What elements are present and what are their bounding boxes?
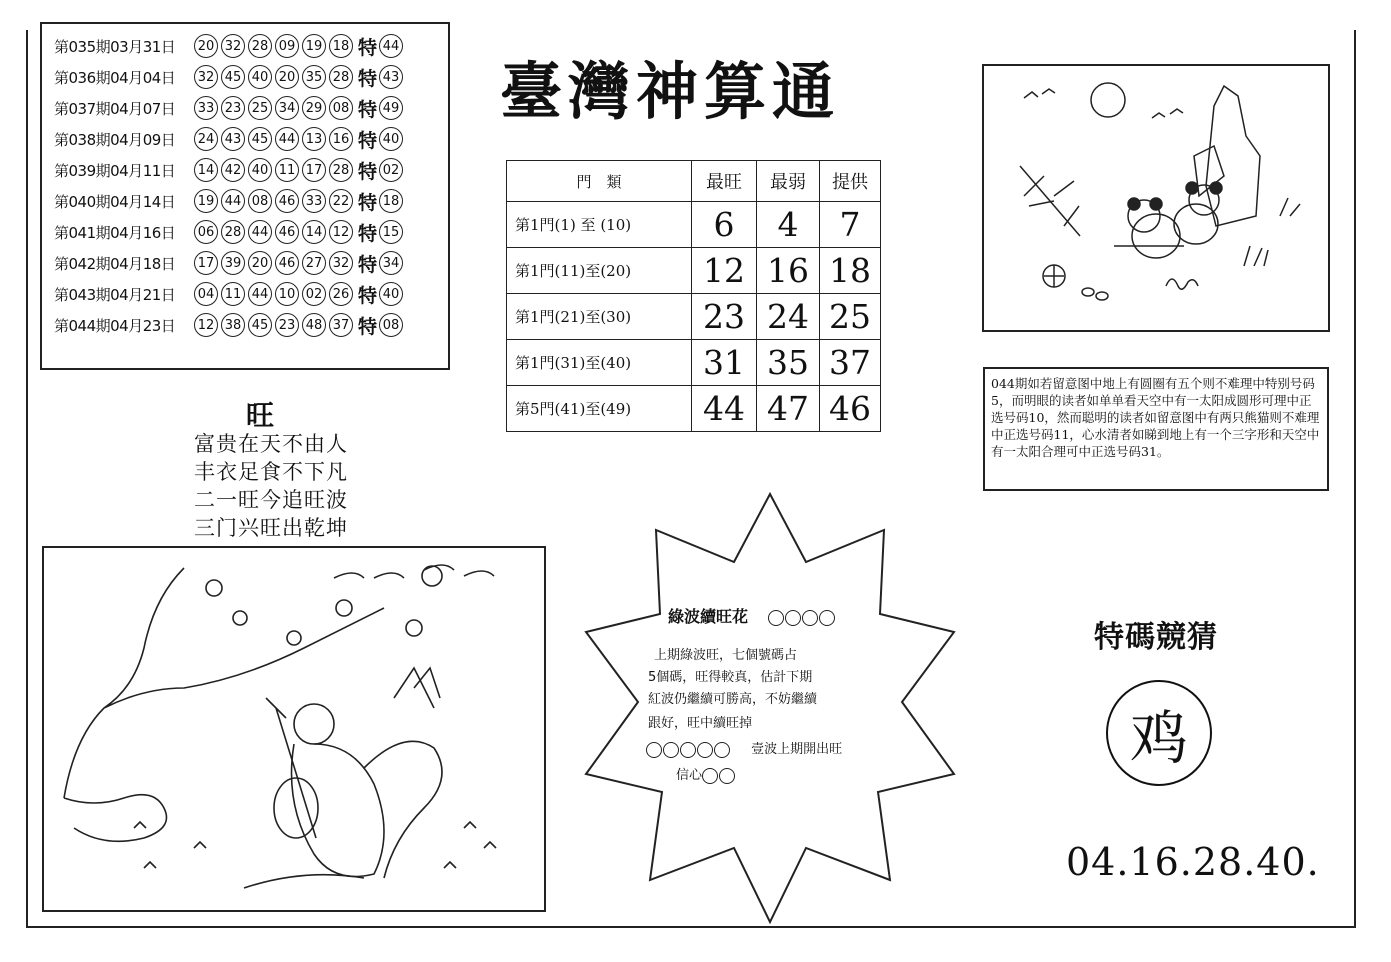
draw-row [54,125,406,153]
zodiac-circle [1106,680,1212,786]
draw-ball: 28 [329,158,353,182]
panda-drawing [984,66,1328,330]
special-ball: 15 [379,220,403,244]
draw-ball: 44 [248,282,272,306]
draw-ball: 02 [302,282,326,306]
table-cell-number: 18 [820,248,881,294]
draw-label: 第042期04月18日 [54,254,176,273]
draw-ball: 22 [329,189,353,213]
draw-ball: 33 [194,96,218,120]
table-row [507,386,881,432]
draw-ball: 39 [221,251,245,275]
draw-ball: 46 [275,251,299,275]
draw-ball: 08 [248,189,272,213]
poem-line: 二一旺今追旺波 [194,488,348,512]
special-marker: 特 [358,284,378,307]
draw-ball: 11 [275,158,299,182]
poem-heading: 旺 [246,399,275,432]
star-confidence-text: 信心 [676,768,703,783]
row-label: 第1門(11)至(20) [507,248,692,294]
star-line: 5個碼，旺得較真，估計下期 [648,670,813,685]
row-label: 第1門(21)至(30) [507,294,692,340]
table-row [507,202,881,248]
table-cell-number: 25 [820,294,881,340]
draw-ball: 08 [329,96,353,120]
star-line: 上期綠波旺，七個號碼占 [654,648,798,663]
star-line: 跟好，旺中續旺掉 [648,716,753,731]
table-cell-number: 44 [692,386,757,432]
special-guess-title: 特碼競猜 [1094,620,1218,655]
draw-label: 第038期04月09日 [54,130,176,149]
zodiac-text: 鸡 [1129,704,1188,772]
draw-ball: 32 [329,251,353,275]
draw-label: 第039期04月11日 [54,161,176,180]
draw-ball: 29 [302,96,326,120]
draw-ball: 28 [248,34,272,58]
draw-ball: 19 [302,34,326,58]
star-line: 紅波仍繼續可勝高，不妨繼續 [648,692,818,707]
special-ball: 02 [379,158,403,182]
draw-ball: 16 [329,127,353,151]
draw-ball: 23 [275,313,299,337]
clue-text-box: 044期如若留意图中地上有圆圈有五个则不难理中特别号码5，而明眼的读者如单单看天空中有一太阳成圆形可理中正选号码10，然而聪明的读者如留意图中有两只熊猫则不难理中正选号码11，心水清者如睇到地上有一个三字形和天空中有一太阳合理可中正选号码31。 [983,367,1329,491]
poem-line: 丰衣足食不下凡 [194,460,348,484]
special-ball: 40 [379,282,403,306]
draw-row [54,311,406,339]
poem-line: 富贵在天不由人 [194,432,348,456]
table-row [507,294,881,340]
header-category: 門 類 [507,161,692,202]
star-heading-balls [768,607,836,626]
row-label: 第1門(31)至(40) [507,340,692,386]
draw-row [54,218,406,246]
table-cell-number: 37 [820,340,881,386]
draw-row [54,156,406,184]
draw-ball: 17 [194,251,218,275]
draw-row [54,249,406,277]
special-ball: 43 [379,65,403,89]
star-burst-shape [584,492,956,924]
draw-ball: 24 [194,127,218,151]
header-provided: 提供 [820,161,881,202]
draw-ball: 20 [194,34,218,58]
table-row [507,248,881,294]
table-cell-number: 24 [757,294,820,340]
draw-ball: 28 [221,220,245,244]
special-ball: 40 [379,127,403,151]
draw-ball: 09 [275,34,299,58]
draw-ball: 14 [194,158,218,182]
draw-ball: 44 [248,220,272,244]
draw-ball: 40 [248,65,272,89]
draw-label: 第040期04月14日 [54,192,176,211]
table-cell-number: 4 [757,202,820,248]
guess-numbers: 04.16.28.40. [1066,840,1320,884]
draw-ball: 27 [302,251,326,275]
draw-ball: 26 [329,282,353,306]
table-cell-number: 7 [820,202,881,248]
draw-ball: 48 [302,313,326,337]
draw-label: 第037期04月07日 [54,99,176,118]
star-heading-text: 綠波續旺花 [668,607,749,626]
draw-ball: 10 [275,282,299,306]
draw-ball: 28 [329,65,353,89]
table-cell-number: 12 [692,248,757,294]
draw-ball: 20 [275,65,299,89]
draw-ball: 46 [275,189,299,213]
draw-ball: 43 [221,127,245,151]
lady-drawing [44,548,544,910]
table-cell-number: 6 [692,202,757,248]
panda-illustration [982,64,1330,332]
special-marker: 特 [358,98,378,121]
draw-ball: 12 [194,313,218,337]
draw-ball: 45 [248,127,272,151]
draw-ball: 06 [194,220,218,244]
special-marker: 特 [358,129,378,152]
draw-ball: 25 [248,96,272,120]
header-hottest: 最旺 [692,161,757,202]
special-ball: 34 [379,251,403,275]
special-marker: 特 [358,222,378,245]
special-marker: 特 [358,315,378,338]
draw-label: 第043期04月21日 [54,285,176,304]
poem-line: 三门兴旺出乾坤 [194,516,348,540]
table-cell-number: 46 [820,386,881,432]
draw-ball: 44 [275,127,299,151]
table-row [507,340,881,386]
draw-ball: 42 [221,158,245,182]
draw-ball: 23 [221,96,245,120]
star-heading [668,604,836,627]
page-title: 臺灣神算通 [500,55,841,128]
draw-ball: 37 [329,313,353,337]
draw-ball: 12 [329,220,353,244]
draw-row [54,280,406,308]
star-line-balls [646,738,842,758]
draw-label: 第035期03月31日 [54,37,176,56]
draw-ball: 35 [302,65,326,89]
draw-ball: 14 [302,220,326,244]
draw-ball: 04 [194,282,218,306]
draw-ball: 13 [302,127,326,151]
table-cell-number: 35 [757,340,820,386]
draw-ball: 45 [221,65,245,89]
special-marker: 特 [358,67,378,90]
draw-ball: 40 [248,158,272,182]
draw-ball: 45 [248,313,272,337]
special-marker: 特 [358,36,378,59]
draw-label: 第036期04月04日 [54,68,176,87]
star-line-confidence [676,764,736,784]
draw-results-box [40,22,450,370]
special-ball: 08 [379,313,403,337]
draw-ball: 34 [275,96,299,120]
draw-ball: 38 [221,313,245,337]
draw-ball: 44 [221,189,245,213]
row-label: 第5門(41)至(49) [507,386,692,432]
draw-row [54,63,406,91]
table-cell-number: 31 [692,340,757,386]
draw-ball: 18 [329,34,353,58]
table-header-row [507,161,881,202]
table-cell-number: 16 [757,248,820,294]
special-ball: 49 [379,96,403,120]
draw-row [54,32,406,60]
lady-with-lute-illustration [42,546,546,912]
header-weakest: 最弱 [757,161,820,202]
draw-ball: 32 [221,34,245,58]
special-marker: 特 [358,253,378,276]
table-cell-number: 23 [692,294,757,340]
special-ball: 44 [379,34,403,58]
special-marker: 特 [358,191,378,214]
table-cell-number: 47 [757,386,820,432]
draw-ball: 17 [302,158,326,182]
draw-label: 第044期04月23日 [54,316,176,335]
row-label: 第1門(1) 至 (10) [507,202,692,248]
draw-ball: 19 [194,189,218,213]
draw-ball: 33 [302,189,326,213]
special-marker: 特 [358,160,378,183]
special-ball: 18 [379,189,403,213]
draw-ball: 11 [221,282,245,306]
draw-ball: 46 [275,220,299,244]
draw-ball: 32 [194,65,218,89]
draw-row [54,187,406,215]
draw-label: 第041期04月16日 [54,223,176,242]
star-line-text: 壹波上期開出旺 [751,742,843,757]
draw-row [54,94,406,122]
number-group-table [506,160,881,432]
draw-ball: 20 [248,251,272,275]
